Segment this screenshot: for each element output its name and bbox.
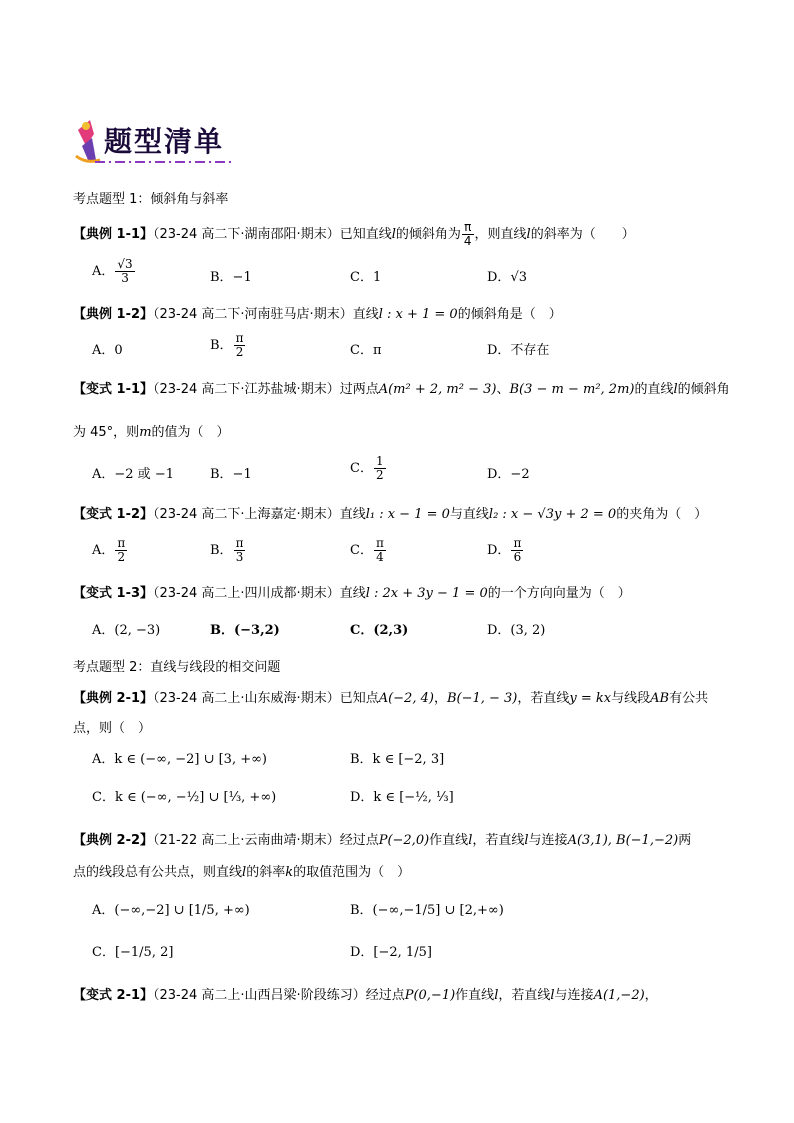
option-d: D．k ∈ [−½, ⅓] <box>350 790 454 805</box>
question-variant-1-1: 【变式 1-1】（23-24 高二下·江苏盐城·期末）过两点A(m² + 2, m² − 3)、B(3 − m − m², 2m)的直线l的倾斜角 <box>73 382 730 397</box>
option-c: C．(2,3) <box>350 623 409 638</box>
option-b: B．−1 <box>210 467 252 482</box>
question-2-2: 【典例 2-2】（21-22 高二上·云南曲靖·期末）经过点P(−2,0)作直线l，若直线l与连接A(3,1), B(−1,−2)两 <box>73 833 692 848</box>
question-variant-1-3: 【变式 1-3】（23-24 高二上·四川成都·期末）直线l : 2x + 3y − 1 = 0的一个方向向量为（ ） <box>73 586 631 601</box>
option-b: B．k ∈ [−2, 3] <box>350 752 445 767</box>
question-tag: 【变式 1-1】 <box>73 382 154 397</box>
question-1-2: 【典例 1-2】（23-24 高二下·河南驻马店·期末）直线l : x + 1 = 0的倾斜角是（ ） <box>73 307 562 322</box>
option-d: D．√3 <box>487 270 527 285</box>
question-tag: 【典例 1-1】 <box>73 227 154 243</box>
question-variant-1-2: 【变式 1-2】（23-24 高二下·上海嘉定·期末）直线l₁ : x − 1 = 0与直线l₂ : x − √3y + 2 = 0的夹角为（ ） <box>73 507 708 522</box>
option-d: D．[−2, 1/5] <box>350 945 432 960</box>
option-a: A．(2, −3) <box>92 623 161 638</box>
option-c: C．[−1/5, 2] <box>92 945 174 960</box>
question-tag: 【典例 2-2】 <box>73 833 154 848</box>
section-heading: 考点题型 1：倾斜角与斜率 <box>73 192 229 207</box>
option-d: D． $\frac{\pi}{6}$ <box>487 536 522 565</box>
option-a: A． $\frac{√3}{3}$ <box>92 257 133 286</box>
option-b: B．(−∞,−1/5] ∪ [2,+∞) <box>350 903 504 918</box>
section-heading: 考点题型 2：直线与线段的相交问题 <box>73 660 281 675</box>
page-title: 题型清单 <box>104 125 225 158</box>
option-a: A． $\frac{\pi}{2}$ <box>92 536 126 565</box>
question-1-1: 【典例 1-1】（23-24 高二下·湖南邵阳·期末）已知直线l的倾斜角为 $\frac{\pi}{4}$ ，则直线l的斜率为（ ） <box>73 220 635 249</box>
option-c: C．k ∈ (−∞, −½] ∪ [⅓, +∞) <box>92 790 277 805</box>
fraction: $\frac{\pi}{4}$ <box>463 220 472 249</box>
question-tag: 【变式 2-1】 <box>73 988 154 1003</box>
option-a: A．0 <box>92 343 123 358</box>
option-b: B．−1 <box>210 270 252 285</box>
question-2-1: 【典例 2-1】（23-24 高二上·山东威海·期末）已知点A(−2, 4)，B(−1, − 3)，若直线y = kx与线段AB有公共 <box>73 691 709 706</box>
option-b: B． $\frac{\pi}{3}$ <box>210 536 244 565</box>
question-2-2-line2: 点的线段总有公共点，则直线l的斜率k的取值范围为（ ） <box>73 865 411 880</box>
option-a: A．−2 或 −1 <box>92 467 174 482</box>
question-tag: 【典例 1-2】 <box>73 307 154 322</box>
question-variant-2-1: 【变式 2-1】（23-24 高二上·山西吕梁·阶段练习）经过点P(0,−1)作直线l，若直线l与连接A(1,−2)， <box>73 988 658 1003</box>
option-c: C．1 <box>350 270 382 285</box>
question-tag: 【变式 1-3】 <box>73 586 154 601</box>
option-b: B．(−3,2) <box>210 623 280 638</box>
option-c: C． $\frac{1}{2}$ <box>350 454 384 483</box>
option-c: C．π <box>350 343 382 358</box>
option-d: D．−2 <box>487 467 530 482</box>
question-variant-1-1-line2: 为 45°，则m的值为（ ） <box>73 425 230 440</box>
question-2-1-line2: 点，则（ ） <box>73 721 152 736</box>
option-c: C． $\frac{\pi}{4}$ <box>350 536 384 565</box>
option-b: B． $\frac{\pi}{2}$ <box>210 331 244 360</box>
question-tag: 【变式 1-2】 <box>73 507 154 522</box>
option-d: D．(3, 2) <box>487 623 546 638</box>
title-underline <box>95 160 235 164</box>
option-d: D．不存在 <box>487 343 550 358</box>
option-a: A．(−∞,−2] ∪ [1/5, +∞) <box>92 903 250 918</box>
question-tag: 【典例 2-1】 <box>73 691 154 706</box>
option-a: A．k ∈ (−∞, −2] ∪ [3, +∞) <box>92 752 268 767</box>
